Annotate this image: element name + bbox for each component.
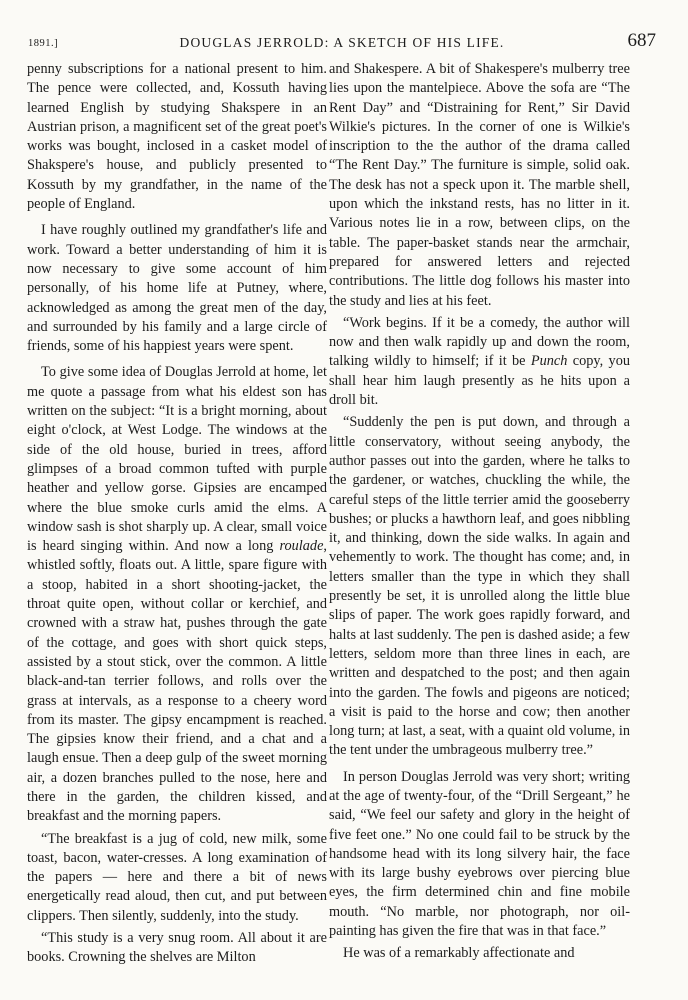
- paragraph-text: , whistled softly, floats out. A little, spare figure with a stoop, habited in a short shooting-jacket, the throat quite open, without collar or kerchief, and crowned with a straw hat, pushes through the gate of the cottage, and goes with short quick steps, assisted by a stout stick, over the common. A little black-and-tan terrier follows, and rolls over the grass at intervals, as a response to a cheery word from its master. The gipsy encampment is reached. The gipsies know their friend, and a chat and a laugh ensue. Then a deep gulp of the sweet morning air, a dozen branches pulled to the nose, here and there in the garden, the children kissed, and breakfast and the morning papers.: [27, 538, 327, 825]
- paragraph: “The breakfast is a jug of cold, new milk, some toast, bacon, water-cresses. A long examination of the papers — here and there a bit of news energetically read aloud, then cut, and put between clippers. Then silently, suddenly, into the study.: [27, 830, 327, 924]
- paragraph: I have roughly outlined my grandfather's life and work. Toward a better understanding of him it is now necessary to give some account of him personally, of his home life at Putney, where, acknowledged as among the great men of the day, and surrounded by his family and a large circle of friends, some of his happiest years were spent.: [27, 222, 327, 355]
- paragraph-text: copy, you shall hear him laugh presently as he hits upon a droll bit.: [329, 353, 630, 409]
- page-number: 687: [627, 30, 656, 51]
- running-header: [28, 32, 656, 56]
- paragraph: [27, 363, 327, 826]
- paragraph: “This study is a very snug room. All about it are books. Crowning the shelves are Milton: [27, 930, 327, 966]
- paragraph-text: “Work begins. If it be a comedy, the author will now and then walk rapidly up and down the room, talking wildly to himself; if it be: [329, 314, 630, 370]
- paragraph: He was of a remarkably affectionate and: [343, 945, 575, 962]
- paragraph: penny subscriptions for a national present to him. The pence were collected, and, Kossuth having learned English by studying Shakspere in an Austrian prison, a magnificent set of the great poet's works was bought, inclosed in a casket model of Shakspere's house, and publicly presented to Kossuth by my grandfather, in the name of the people of England.: [27, 61, 327, 213]
- right-column: [329, 60, 630, 964]
- paragraph-text: To give some idea of Douglas Jerrold at home, let me quote a passage from what his eldest son has written on the subject: “It is a bright morning, about eight o'clock, at West Lodge. The windows at the side of the old house, buried in trees, afford glimpses of a broad common tufted with purple heather and yellow gorse. Gipsies are encamped where the blue smoke curls amid the elms. A window sash is shot sharply up. A clear, small voice is heard singing within. And now a long: [27, 364, 327, 555]
- left-column: [27, 60, 327, 968]
- paragraph: In person Douglas Jerrold was very short; writing at the age of twenty-four, of the “Drill Sergeant,” he said, “We feel our safety and glory in the height of five feet one.” No one could fail to be struck by the handsome head with its long silvery hair, the face with its large bushy eyebrows over piercing blue eyes, the firm determined chin and fine mobile mouth. “No marble, nor photograph, nor oil-painting has given the fire that was in that face.”: [329, 768, 630, 940]
- paragraph: [329, 314, 630, 410]
- running-title: DOUGLAS JERROLD: A SKETCH OF HIS LIFE.: [179, 35, 505, 50]
- paragraph: “Suddenly the pen is put down, and through a little conservatory, without seeing anybody, the author passes out into the garden, where he talks to the gardener, or watches, chuckling the while, the careful steps of the little terrier amid the gooseberry bushes; or plucks a hawthorn leaf, and goes nibbling it, and thinking, down the side walks. In again and vehemently to work. The thought has come; and, in letters smaller than the type in which they shall presently be set, it is unrolled along the little blue slips of paper. The work goes rapidly forward, and halts at last suddenly. The pen is dashed aside; a few letters, seldom more than three lines in each, are written and despatched to the post; and then again into the garden. The fowls and pigeons are noticed; a visit is paid to the horse and cow; then another long turn; at last, a seat, with a quaint old volume, in the tent under the umbrageous mulberry tree.”: [329, 414, 630, 759]
- paragraph: and Shakespere. A bit of Shakespere's mulberry tree lies upon the mantelpiece. Above the sofa are “The Rent Day” and “Distraining for Rent,” Sir David Wilkie's pictures. In the corner of one is Wilkie's inscription to the the author of the drama called “The Rent Day.” The furniture is simple, solid oak. The desk has not a speck upon it. The marble shell, upon which the inkstand rests, has no litter in it. Various notes lie in a row, between clips, on the table. The paper-basket stands near the armchair, prepared for answered letters and rejected contributions. The little dog follows his master into the study and lies at his feet.: [329, 61, 630, 309]
- issue-date: 1891.]: [28, 38, 59, 49]
- italic-word: Punch: [530, 353, 568, 370]
- italic-word: roulade: [279, 538, 324, 555]
